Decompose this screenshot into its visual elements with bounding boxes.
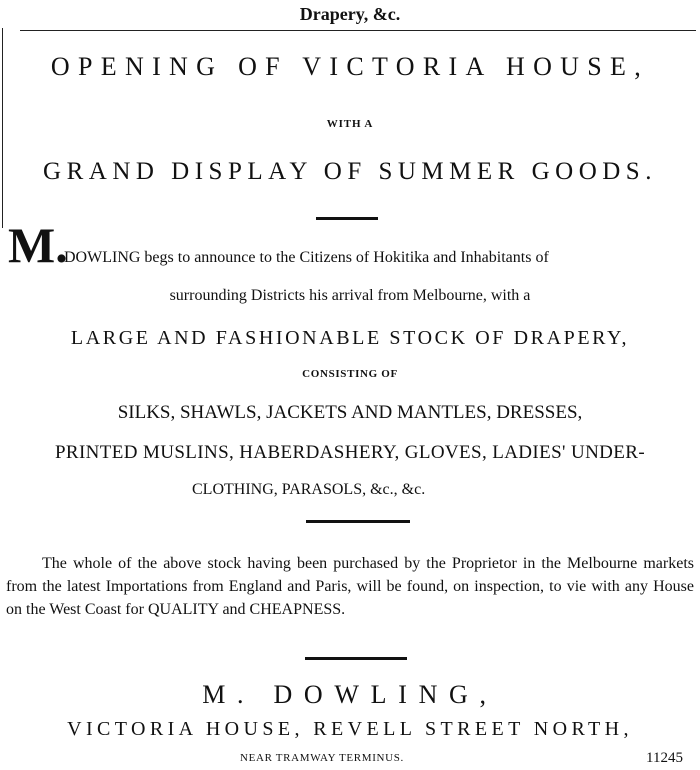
drop-cap: M. xyxy=(8,217,68,273)
header-rule xyxy=(20,30,696,31)
consisting-of: CONSISTING OF xyxy=(302,368,398,380)
goods-line-1: SILKS, SHAWLS, JACKETS AND MANTLES, DRESSES, xyxy=(117,402,583,423)
goods-line-3: CLOTHING, PARASOLS, &c., &c. xyxy=(192,481,426,498)
headline: OPENING OF VICTORIA HOUSE, xyxy=(50,52,650,81)
signature: M. DOWLING, xyxy=(202,680,498,709)
divider-rule xyxy=(316,217,378,220)
stock-line: LARGE AND FASHIONABLE STOCK OF DRAPERY, xyxy=(70,327,630,349)
divider-rule xyxy=(305,657,407,660)
body-paragraph: The whole of the above stock having been purchased by the Proprietor in the Melbourne markets from the latest Importations from England and Paris, will be found, on inspection, to vie with any House on the West Coast for QUALITY and CHEAPNESS. xyxy=(6,555,694,618)
goods-line-2: PRINTED MUSLINS, HABERDASHERY, GLOVES, LADIES' UNDER- xyxy=(54,442,646,463)
with-a-text: WITH A xyxy=(326,118,374,130)
near-text: NEAR TRAMWAY TERMINUS. xyxy=(240,752,404,764)
divider-rule xyxy=(306,520,410,523)
address: VICTORIA HOUSE, REVELL STREET NORTH, xyxy=(67,718,633,740)
subheadline: GRAND DISPLAY OF SUMMER GOODS. xyxy=(43,158,657,185)
intro-line-2: surrounding Districts his arrival from Melbourne, with a xyxy=(169,287,531,304)
intro-line-1: DOWLING begs to announce to the Citizens of Hokitika and Inhabitants of xyxy=(64,249,549,266)
ad-number: 11245 xyxy=(646,750,683,766)
section-header: Drapery, &c. xyxy=(299,4,401,24)
